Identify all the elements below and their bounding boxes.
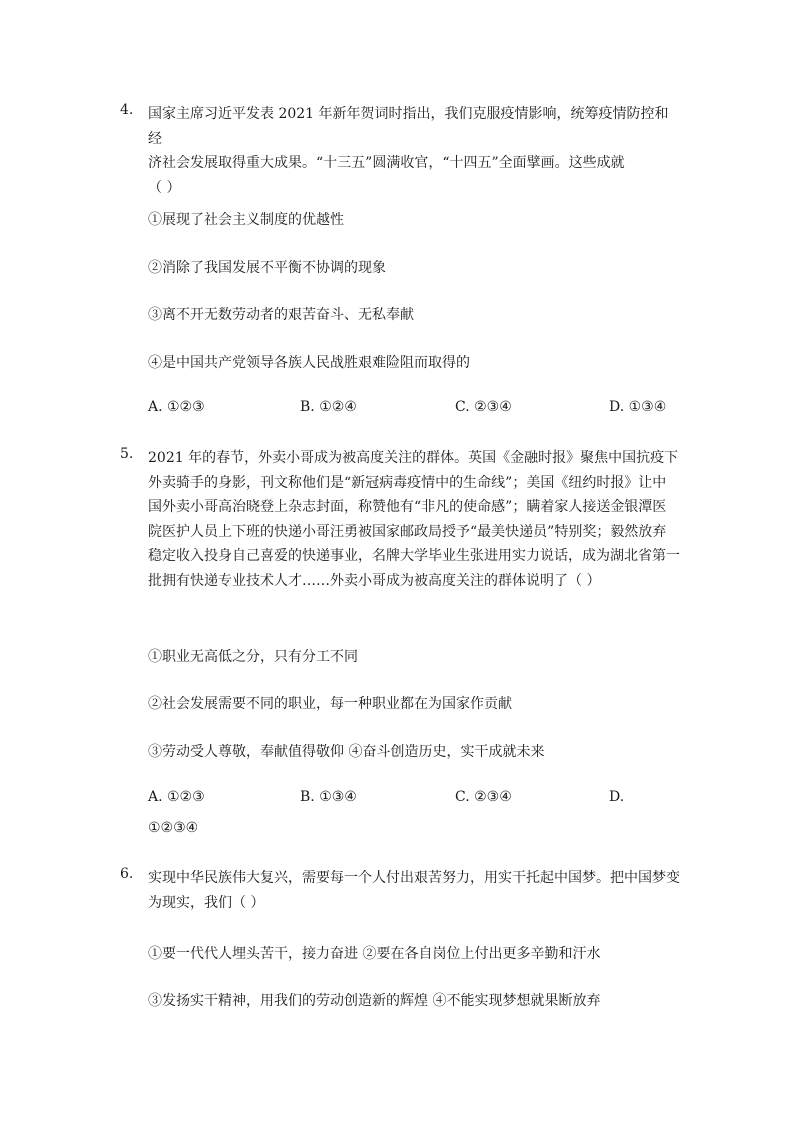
question-4 — [120, 102, 680, 200]
question-stem — [148, 446, 680, 593]
question-number: 4. — [120, 102, 134, 118]
question-6 — [120, 866, 680, 915]
stem-line: 实现中华民族伟大复兴，需要每一个人付出艰苦努力，用实干托起中国梦。把中国梦变 — [148, 870, 680, 886]
stem-line: 国家主席习近平发表 2021 年新年贺词时指出，我们克服疫情影响，统筹疫情防控和经 — [148, 106, 669, 147]
stem-line: 为现实，我们（ ） — [148, 894, 265, 911]
question-stem — [148, 866, 680, 915]
choice-b[interactable]: B. ①③④ — [300, 789, 357, 805]
choice-a[interactable]: A. ①②③ — [148, 399, 205, 415]
stem-line: 批拥有快递专业技术人才……外卖小哥成为被高度关注的群体说明了（ ） — [148, 572, 601, 589]
option-1: ①职业无高低之分，只有分工不同 — [148, 649, 358, 665]
choice-a[interactable]: A. ①②③ — [148, 789, 205, 805]
stem-line: 外卖骑手的身影，刊文称他们是“新冠病毒疫情中的生命线”；美国《纽约时报》让中 — [148, 474, 667, 491]
choice-b[interactable]: B. ①②④ — [300, 399, 357, 415]
stem-line: 国外卖小哥高治晓登上杂志封面，称赞他有“非凡的使命感”；瞒着家人接送金银潭医 — [148, 499, 667, 515]
question-5 — [120, 446, 680, 593]
choice-d[interactable]: D. — [609, 789, 625, 805]
stem-line: 2021 年的春节，外卖小哥成为被高度关注的群体。英国《金融时报》聚焦中国抗疫下 — [148, 450, 679, 466]
option-1: ①展现了社会主义制度的优越性 — [148, 212, 344, 228]
stem-line: 稳定收入投身自己喜爱的快递事业，名牌大学毕业生张进用实力说话，成为湖北省第一 — [148, 548, 680, 564]
answer-choices — [148, 789, 688, 809]
stem-line: （ ） — [148, 179, 181, 196]
choice-c[interactable]: C. ②③④ — [455, 789, 512, 805]
option-2: ②社会发展需要不同的职业，每一种职业都在为国家作贡献 — [148, 696, 512, 712]
stem-line: 院医护人员上下班的快递小哥汪勇被国家邮政局授予“最美快递员”特别奖；毅然放弃 — [148, 523, 667, 540]
choice-c[interactable]: C. ②③④ — [455, 399, 512, 415]
choice-d[interactable]: D. ①③④ — [609, 399, 667, 415]
option-1: ①要一代代人埋头苦干，接力奋进 ②要在各自岗位上付出更多辛勤和汗水 — [148, 946, 601, 962]
question-number: 5. — [120, 446, 134, 462]
option-3: ③离不开无数劳动者的艰苦奋斗、无私奉献 — [148, 307, 414, 323]
question-stem — [148, 102, 680, 200]
choice-d-text: ①②③④ — [148, 820, 199, 836]
option-4: ④是中国共产党领导各族人民战胜艰难险阻而取得的 — [148, 355, 470, 371]
question-number: 6. — [120, 866, 134, 882]
option-3: ③劳动受人尊敬，奉献值得敬仰 ④奋斗创造历史，实干成就未来 — [148, 744, 545, 760]
option-2: ③发扬实干精神，用我们的劳动创造新的辉煌 ④不能实现梦想就果断放弃 — [148, 993, 601, 1009]
option-2: ②消除了我国发展不平衡不协调的现象 — [148, 260, 386, 276]
stem-line: 济社会发展取得重大成果。“十三五”圆满收官，“十四五”全面擘画。这些成就 — [148, 155, 625, 171]
answer-choices — [148, 399, 688, 419]
